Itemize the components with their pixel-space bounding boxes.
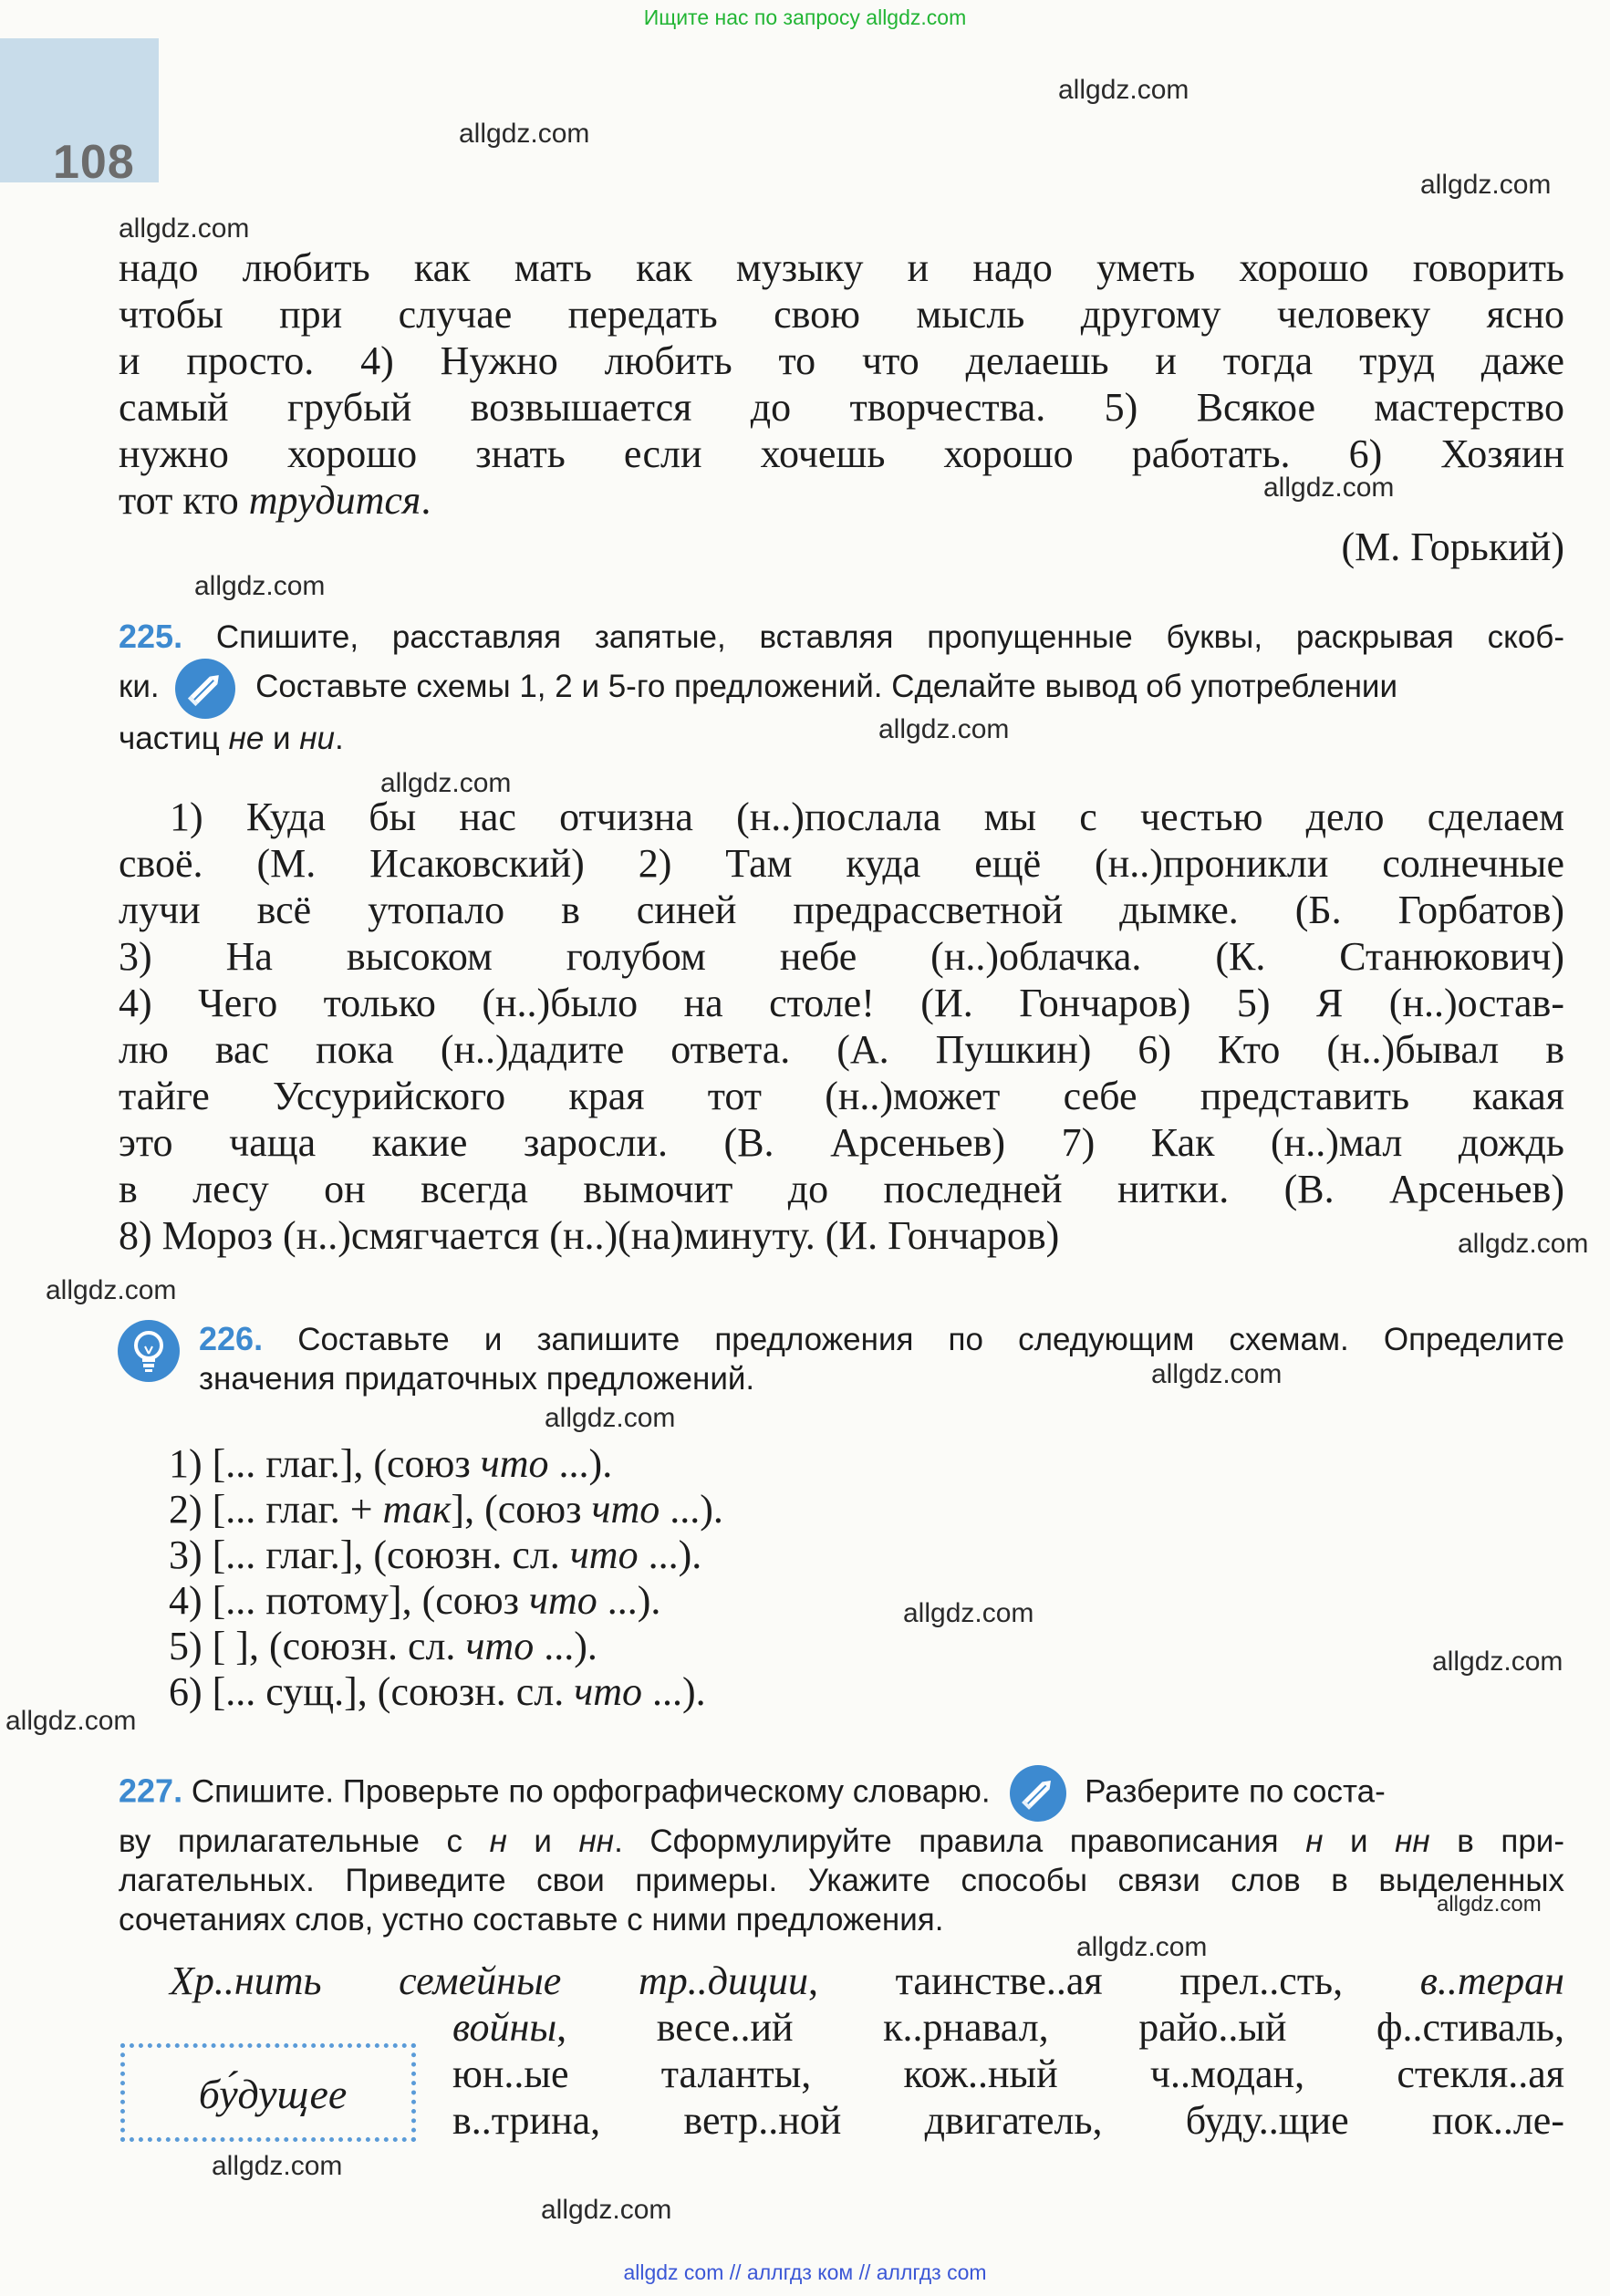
text-line: в лесу он всегда вымочит до последней нитки. (В. Арсеньев) [119, 1167, 1564, 1211]
scheme-item [169, 1487, 723, 1532]
dictionary-word-box [120, 2043, 416, 2142]
text-fragment: и [1323, 1823, 1396, 1859]
text-fragment: 4) [... потому], (союз [169, 1578, 530, 1623]
watermark: allgdz.com [878, 714, 1010, 744]
watermark: allgdz.com [119, 213, 250, 244]
emphasis-text: Хр..нить семейные тр..диции [170, 1958, 808, 2003]
text-fragment: ки. [119, 669, 160, 704]
emphasis-text: ни [299, 720, 336, 756]
text-fragment: ...). [534, 1624, 597, 1668]
text-line: 4) Чего только (н..)было на столе! (И. Гончаров) 5) Я (н..)остав- [119, 981, 1564, 1025]
watermark: allgdz.com [1263, 473, 1395, 503]
watermark: allgdz.com [1437, 1892, 1542, 1917]
text-line [119, 1822, 1564, 1861]
scheme-list [169, 1441, 723, 1715]
task-number: 226. [199, 1320, 264, 1357]
scheme-item [169, 1578, 723, 1624]
top-banner: Ищите нас по запросу allgdz.com [643, 5, 967, 29]
footer-banner: allgdz com // аллгдз ком // аллгдз com [623, 2260, 987, 2284]
emphasis-text: войны [452, 2005, 557, 2050]
text-line: 8) Мороз (н..)смягчается (н..)(на)минуту. (И. Гончаров) [119, 1213, 1060, 1258]
emphasis-text: что [569, 1532, 639, 1577]
text-line: в..трина, ветр..ной двигатель, буду..щие пок..ле- [452, 2098, 1564, 2143]
text-fragment: , таинстве..ая прел..сть, [808, 1958, 1420, 2003]
scheme-item [169, 1441, 723, 1487]
text-fragment: . [421, 478, 431, 523]
text-line: своё. (М. Исаковский) 2) Там куда ещё (н..)проникли солнечные [119, 841, 1564, 886]
text-line: лучи всё утопало в синей предрассветной дымке. (Б. Горбатов) [119, 888, 1564, 932]
text-fragment: ...). [642, 1669, 706, 1714]
text-fragment: . [335, 720, 344, 756]
task-227-instructions [119, 1765, 1564, 1939]
text-line [119, 617, 1564, 657]
watermark: allgdz.com [1432, 1647, 1563, 1677]
watermark: allgdz.com [545, 1403, 676, 1433]
text-line: лю вас пока (н..)дадите ответа. (А. Пушкин) 6) Кто (н..)бывал в [119, 1027, 1564, 1072]
text-fragment: , весе..ий к..рнавал, райо..ый ф..стиваль, [556, 2005, 1564, 2050]
watermark: allgdz.com [459, 119, 590, 149]
text-fragment: ...). [597, 1578, 661, 1623]
lightbulb-icon [117, 1319, 181, 1387]
emphasis-text: в..теран [1419, 1958, 1565, 2003]
text-line: и просто. 4) Нужно любить то что делаешь и тогда труд даже [119, 338, 1564, 383]
emphasis-text: н [489, 1823, 507, 1859]
scheme-item [169, 1624, 723, 1669]
text-fragment: и [264, 720, 300, 756]
text-fragment: 6) [... сущ.], (союзн. сл. [169, 1669, 575, 1714]
text-fragment: и [506, 1823, 579, 1859]
text-fragment: 3) [... глаг.], (союзн. сл. [169, 1532, 570, 1577]
watermark: allgdz.com [5, 1706, 137, 1736]
watermark: allgdz.com [380, 768, 512, 798]
watermark: allgdz.com [1076, 1932, 1208, 1962]
text-line [452, 2004, 1564, 2051]
task-225-instructions [119, 617, 1564, 758]
pencil-icon [1010, 1765, 1066, 1822]
text-fragment: Составьте и запишите предложения по следующим схемам. Определите [297, 1322, 1564, 1357]
text-line: юн..ые таланты, кож..ный ч..модан, стекля..ая [452, 2052, 1564, 2096]
emphasis-text: нн [1395, 1823, 1430, 1859]
emphasis-text: что [574, 1669, 643, 1714]
text-fragment: Спишите. Проверьте по орфографическому словарю. [191, 1773, 991, 1810]
text-fragment: Составьте схемы 1, 2 и 5-го предложений. Сделайте вывод об употреблении [255, 669, 1398, 704]
watermark: allgdz.com [212, 2151, 343, 2181]
text-line [119, 657, 1564, 719]
text-line [119, 477, 1564, 524]
emphasis-text: не [228, 720, 265, 756]
emphasis-text: что [529, 1578, 597, 1623]
text-line: лагательных. Приведите свои примеры. Укажите способы связи слов в выделенных [119, 1863, 1564, 1898]
emphasis-text: что [480, 1441, 549, 1486]
text-fragment: ...). [548, 1441, 613, 1486]
text-fragment: ву прилагательные с [119, 1823, 490, 1859]
text-fragment: ...). [660, 1487, 723, 1532]
watermark: allgdz.com [903, 1598, 1034, 1628]
text-fragment: 2) [... глаг. + [169, 1487, 383, 1532]
emphasis-text: что [465, 1624, 535, 1668]
exercise-227-line-1 [170, 1958, 1564, 2004]
text-line: самый грубый возвышается до творчества. 5) Всякое мастерство [119, 385, 1564, 430]
scheme-item [169, 1532, 723, 1578]
text-fragment: ...). [638, 1532, 702, 1577]
dictionary-word: бу́дущее [198, 2071, 348, 2117]
scheme-item [169, 1669, 723, 1715]
text-fragment: 5) [ ], (союзн. сл. [169, 1624, 466, 1668]
watermark: allgdz.com [541, 2195, 672, 2225]
text-fragment: 1) [... глаг.], (союз [169, 1441, 481, 1486]
text-line [119, 719, 1564, 758]
exercise-225-text [119, 794, 1564, 1259]
watermark: allgdz.com [1058, 75, 1189, 105]
text-fragment: Разберите по соста- [1085, 1773, 1386, 1810]
text-fragment: частиц [119, 720, 229, 756]
text-fragment: ], (союз [451, 1487, 592, 1532]
text-line: 1) Куда бы нас отчизна (н..)послала мы с честью дело сделаем [170, 795, 1564, 839]
text-line [119, 1765, 1564, 1822]
text-line: нужно хорошо знать если хочешь хорошо работать. 6) Хозяин [119, 431, 1564, 476]
emphasis-text: нн [578, 1823, 615, 1859]
author: (М. Горький) [1341, 525, 1564, 569]
text-line: тайге Уссурийского края тот (н..)может себе представить какая [119, 1074, 1564, 1118]
emphasis-text: что [591, 1487, 660, 1532]
text-line: значения придаточных предложений. [199, 1361, 755, 1397]
text-line [199, 1319, 1564, 1359]
watermark: allgdz.com [1458, 1229, 1589, 1259]
exercise-227-lines [452, 2004, 1564, 2144]
task-number: 225. [119, 618, 183, 655]
watermark: allgdz.com [194, 571, 326, 601]
task-226-instructions [199, 1319, 1564, 1398]
emphasis-text: н [1305, 1823, 1324, 1859]
watermark: allgdz.com [1151, 1359, 1283, 1389]
intro-paragraph [119, 244, 1564, 570]
text-fragment: . Сформулируйте правила правописания [614, 1823, 1306, 1859]
page-number: 108 [53, 136, 135, 189]
text-line: 3) На высоком голубом небе (н..)облачка. (К. Станюкович) [119, 934, 1564, 979]
watermark: allgdz.com [1420, 170, 1552, 200]
text-fragment: тот кто [119, 478, 249, 523]
emphasis-text: так [382, 1487, 452, 1532]
text-line: чтобы при случае передать свою мысль другому человеку ясно [119, 292, 1564, 337]
text-fragment: в при- [1429, 1823, 1565, 1859]
text-line: это чаща какие заросли. (В. Арсеньев) 7) Как (н..)мал дождь [119, 1120, 1564, 1165]
emphasis-text: трудится [248, 478, 421, 523]
pencil-icon [175, 659, 235, 719]
text-line: надо любить как мать как музыку и надо уметь хорошо говорить [119, 245, 1564, 290]
watermark: allgdz.com [46, 1275, 177, 1305]
text-line [170, 1958, 1564, 2004]
text-line: сочетаниях слов, устно составьте с ними предложения. [119, 1902, 944, 1938]
task-number: 227. [119, 1771, 183, 1810]
text-fragment: Спишите, расставляя запятые, вставляя пропущенные буквы, раскрывая скоб- [215, 619, 1564, 655]
